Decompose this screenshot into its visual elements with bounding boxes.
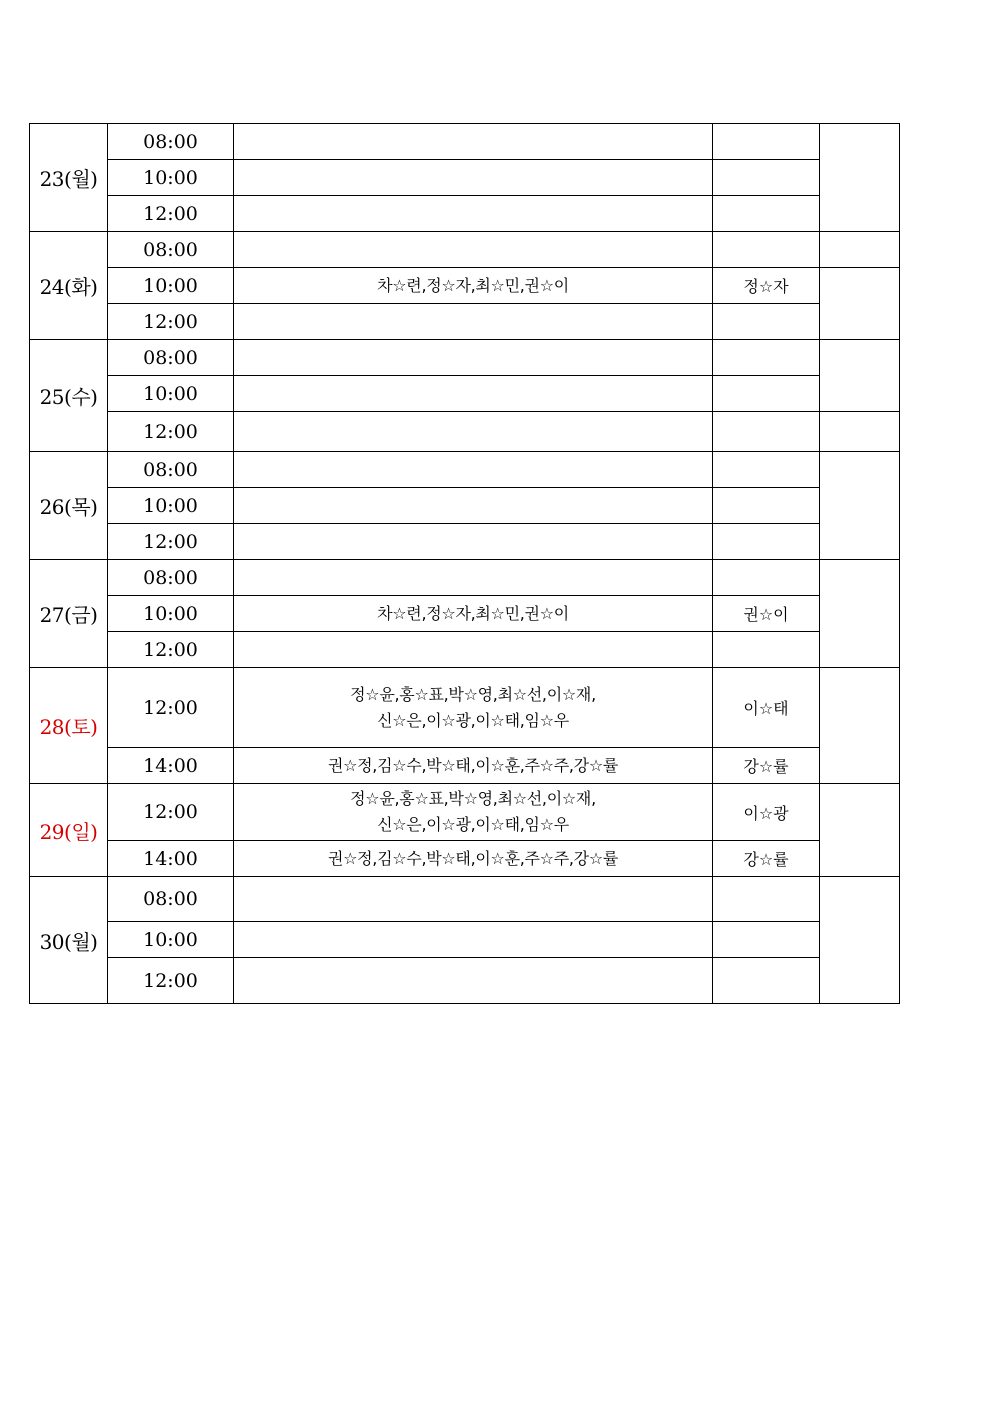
participants-cell	[234, 488, 713, 524]
time-cell: 08:00	[108, 340, 234, 376]
note-cell	[820, 412, 900, 452]
time-cell: 08:00	[108, 452, 234, 488]
time-cell: 08:00	[108, 560, 234, 596]
table-row	[30, 452, 900, 488]
time-cell: 12:00	[108, 196, 234, 232]
leader-cell: 권☆이	[713, 596, 820, 632]
leader-cell	[713, 196, 820, 232]
participants-cell	[234, 877, 713, 922]
time-cell: 08:00	[108, 877, 234, 922]
participants-cell	[234, 524, 713, 560]
note-cell	[820, 784, 900, 877]
table-row	[30, 596, 900, 632]
table-row	[30, 958, 900, 1004]
participants-cell: 권☆정,김☆수,박☆태,이☆훈,주☆주,강☆률	[234, 748, 713, 784]
table-row	[30, 560, 900, 596]
table-row	[30, 376, 900, 412]
leader-cell: 강☆률	[713, 841, 820, 877]
participants-cell: 차☆련,정☆자,최☆민,권☆이	[234, 596, 713, 632]
participants-cell	[234, 412, 713, 452]
participants-cell	[234, 232, 713, 268]
participants-cell: 정☆윤,홍☆표,박☆영,최☆선,이☆재, 신☆은,이☆광,이☆태,임☆우	[234, 784, 713, 841]
leader-cell	[713, 304, 820, 340]
participants-cell	[234, 376, 713, 412]
participants-cell	[234, 452, 713, 488]
table-row	[30, 632, 900, 668]
day-label: 29(일)	[30, 784, 108, 877]
note-cell	[820, 877, 900, 1004]
leader-cell: 강☆률	[713, 748, 820, 784]
time-cell: 10:00	[108, 268, 234, 304]
leader-cell: 이☆광	[713, 784, 820, 841]
leader-cell	[713, 340, 820, 376]
leader-cell	[713, 488, 820, 524]
table-row	[30, 748, 900, 784]
participants-cell	[234, 196, 713, 232]
table-row	[30, 877, 900, 922]
time-cell: 10:00	[108, 488, 234, 524]
leader-cell	[713, 160, 820, 196]
time-cell: 10:00	[108, 922, 234, 958]
day-label: 24(화)	[30, 232, 108, 340]
time-cell: 12:00	[108, 958, 234, 1004]
table-row	[30, 668, 900, 748]
participants-cell: 차☆련,정☆자,최☆민,권☆이	[234, 268, 713, 304]
leader-cell	[713, 632, 820, 668]
table-row	[30, 124, 900, 160]
day-label: 30(월)	[30, 877, 108, 1004]
day-label: 23(월)	[30, 124, 108, 232]
note-cell	[820, 124, 900, 232]
time-cell: 14:00	[108, 748, 234, 784]
table-row	[30, 232, 900, 268]
leader-cell	[713, 877, 820, 922]
participants-cell	[234, 560, 713, 596]
participants-cell	[234, 304, 713, 340]
day-label: 25(수)	[30, 340, 108, 452]
table-row	[30, 160, 900, 196]
participants-cell	[234, 632, 713, 668]
day-label: 27(금)	[30, 560, 108, 668]
table-row	[30, 268, 900, 304]
time-cell: 10:00	[108, 376, 234, 412]
time-cell: 12:00	[108, 304, 234, 340]
table-row	[30, 340, 900, 376]
table-row	[30, 488, 900, 524]
table-row	[30, 304, 900, 340]
leader-cell	[713, 560, 820, 596]
table-row	[30, 196, 900, 232]
leader-cell	[713, 124, 820, 160]
time-cell: 12:00	[108, 668, 234, 748]
note-cell	[820, 268, 900, 340]
time-cell: 08:00	[108, 232, 234, 268]
leader-cell	[713, 524, 820, 560]
participants-cell	[234, 922, 713, 958]
day-label: 28(토)	[30, 668, 108, 784]
note-cell	[820, 452, 900, 560]
leader-cell: 이☆태	[713, 668, 820, 748]
time-cell: 10:00	[108, 160, 234, 196]
participants-cell: 권☆정,김☆수,박☆태,이☆훈,주☆주,강☆률	[234, 841, 713, 877]
leader-cell	[713, 922, 820, 958]
participants-cell	[234, 958, 713, 1004]
time-cell: 10:00	[108, 596, 234, 632]
leader-cell	[713, 452, 820, 488]
note-cell	[820, 560, 900, 668]
leader-cell	[713, 376, 820, 412]
note-cell	[820, 668, 900, 784]
time-cell: 08:00	[108, 124, 234, 160]
time-cell: 12:00	[108, 524, 234, 560]
participants-cell	[234, 124, 713, 160]
note-cell	[820, 232, 900, 268]
participants-cell	[234, 340, 713, 376]
leader-cell	[713, 412, 820, 452]
table-row	[30, 412, 900, 452]
table-row	[30, 922, 900, 958]
time-cell: 14:00	[108, 841, 234, 877]
note-cell	[820, 340, 900, 412]
table-row	[30, 784, 900, 841]
participants-cell	[234, 160, 713, 196]
time-cell: 12:00	[108, 784, 234, 841]
leader-cell	[713, 232, 820, 268]
table-row	[30, 841, 900, 877]
time-cell: 12:00	[108, 412, 234, 452]
day-label: 26(목)	[30, 452, 108, 560]
participants-cell: 정☆윤,홍☆표,박☆영,최☆선,이☆재, 신☆은,이☆광,이☆태,임☆우	[234, 668, 713, 748]
time-cell: 12:00	[108, 632, 234, 668]
leader-cell	[713, 958, 820, 1004]
table-row	[30, 524, 900, 560]
schedule-table	[29, 123, 900, 1004]
leader-cell: 정☆자	[713, 268, 820, 304]
